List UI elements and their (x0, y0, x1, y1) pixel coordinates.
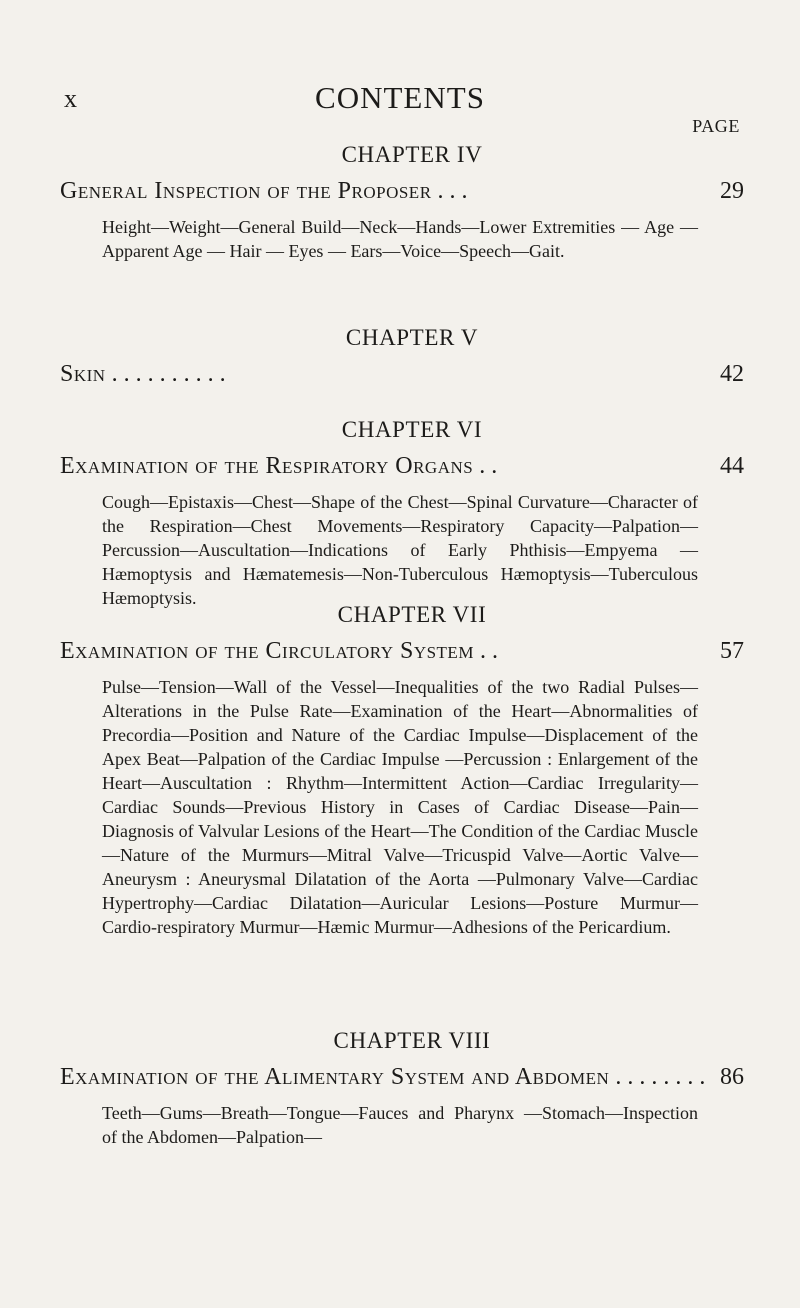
toc-entry[interactable] (60, 361, 744, 388)
chapter-synopsis: Height—Weight—General Build—Neck—Hands—Lower Extremities — Age — Apparent Age — Hair — Eyes — Ears—Voice—Speech—Gait. (102, 217, 698, 261)
entry-title: Examination of the Respiratory Organs (60, 453, 474, 479)
dot-leader: . . . (431, 178, 468, 204)
chapter-heading: CHAPTER IV (341, 142, 483, 167)
chapter-vii (60, 602, 744, 939)
chapter-heading: CHAPTER V (345, 325, 479, 350)
dot-leader: . . . . . . . . . . (105, 361, 226, 387)
chapter-heading: CHAPTER VIII (333, 1028, 491, 1053)
page-column-label: PAGE (692, 116, 740, 136)
chapter-v (60, 325, 744, 388)
chapter-iv (60, 142, 744, 263)
page-number: x (64, 84, 77, 113)
entry-title: Examination of the Circulatory System (60, 638, 474, 664)
entry-page-number: 42 (720, 361, 744, 387)
toc-entry[interactable] (60, 178, 744, 205)
chapter-viii (60, 1028, 744, 1149)
toc-entry[interactable] (60, 453, 744, 480)
toc-entry[interactable] (60, 1064, 744, 1091)
toc-entry[interactable] (60, 638, 744, 665)
dot-leader: . . . . . . . . (609, 1064, 706, 1090)
entry-page-number: 29 (720, 178, 744, 204)
entry-page-number: 44 (720, 453, 744, 479)
chapter-synopsis: Teeth—Gums—Breath—Tongue—Fauces and Pharynx —Stomach—Inspection of the Abdomen—Palpation— (102, 1103, 698, 1147)
chapter-synopsis: Cough—Epistaxis—Chest—Shape of the Chest—Spinal Curvature—Character of the Respiration—Chest Movements—Respiratory Capacity—Palpation—Percussion—Auscultation—Indications of Early Phthisis—Empyema —Hæmoptysis and Hæmatemesis—Non-Tuberculous Hæmoptysis—Tuberculous Hæmoptysis. (102, 492, 698, 608)
entry-title: Examination of the Alimentary System and Abdomen (60, 1064, 610, 1090)
entry-title: Skin (60, 361, 106, 387)
running-title: CONTENTS (315, 80, 485, 115)
entry-title: General Inspection of the Proposer (60, 178, 432, 204)
entry-page-number: 86 (720, 1064, 744, 1090)
chapter-heading: CHAPTER VII (337, 602, 487, 627)
chapter-vi (60, 417, 744, 610)
dot-leader: . . (473, 453, 498, 479)
chapter-heading: CHAPTER VI (341, 417, 483, 442)
dot-leader: . . (473, 638, 498, 664)
entry-page-number: 57 (720, 638, 744, 664)
running-header (60, 80, 740, 124)
chapter-synopsis: Pulse—Tension—Wall of the Vessel—Inequalities of the two Radial Pulses—Alterations in the Pulse Rate—Examination of the Heart—Abnormalities of Precordia—Position and Nature of the Cardiac Impulse—Displacement of the Apex Beat—Palpation of the Cardiac Impulse —Percussion : Enlargement of the Heart—Auscultation : Rhythm—Intermittent Action—Cardiac Irregularity—Cardiac Sounds—Previous History in Cases of Cardiac Disease—Pain—Diagnosis of Valvular Lesions of the Heart—The Condition of the Cardiac Muscle—Nature of the Murmurs—Mitral Valve—Tricuspid Valve—Aortic Valve—Aneurysm : Aneurysmal Dilatation of the Aorta —Pulmonary Valve—Cardiac Hypertrophy—Cardiac Dilatation—Auricular Lesions—Posture Murmur—Cardio-respiratory Murmur—Hæmic Murmur—Adhesions of the Pericardium. (102, 677, 698, 937)
